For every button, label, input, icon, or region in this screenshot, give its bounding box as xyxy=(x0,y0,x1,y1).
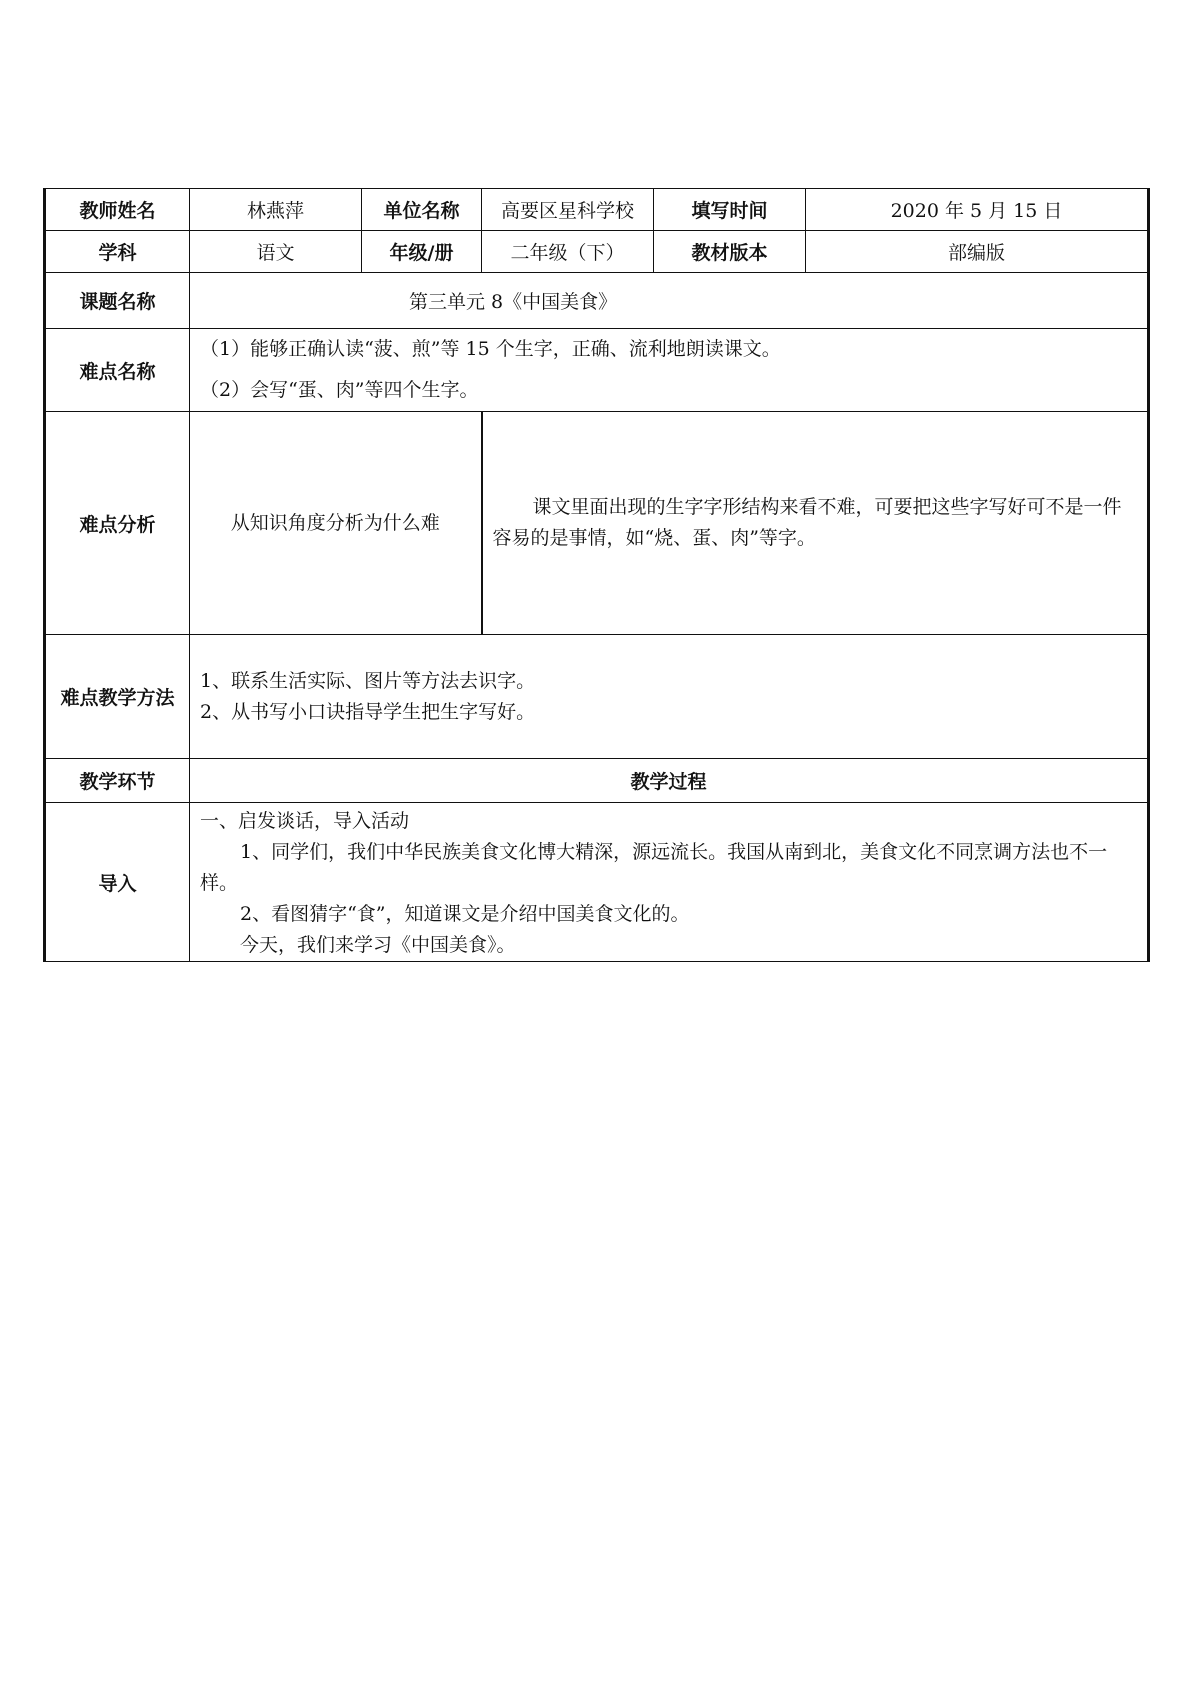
teacher-name-label: 教师姓名 xyxy=(45,189,190,231)
analysis-label: 难点分析 xyxy=(45,412,190,635)
difficulty-line-1: （1）能够正确认读“菠、煎”等 15 个生字，正确、流利地朗读课文。 xyxy=(200,338,781,360)
topic-label: 课题名称 xyxy=(45,273,190,329)
intro-line-1: 一、启发谈话，导入活动 xyxy=(200,810,410,832)
intro-row xyxy=(45,803,1149,962)
edition-value: 部编版 xyxy=(806,231,1149,273)
header-row-2 xyxy=(45,231,1149,273)
analysis-row xyxy=(45,412,1149,635)
intro-line-4: 今天，我们来学习《中国美食》。 xyxy=(240,934,516,956)
grade-label: 年级/册 xyxy=(362,231,482,273)
lesson-plan-table xyxy=(43,188,1150,962)
intro-content xyxy=(190,803,1149,962)
method-label: 难点教学方法 xyxy=(45,635,190,759)
intro-line-2: 1、同学们，我们中华民族美食文化博大精深，源远流长。我国从南到北，美食文化不同烹调方法也不一样。 xyxy=(200,841,1108,894)
step-header-label: 教学环节 xyxy=(45,759,190,803)
subject-value: 语文 xyxy=(190,231,362,273)
header-row-1 xyxy=(45,189,1149,231)
difficulty-label: 难点名称 xyxy=(45,329,190,412)
intro-label: 导入 xyxy=(45,803,190,962)
fill-time-label: 填写时间 xyxy=(654,189,806,231)
method-line-2: 2、从书写小口诀指导学生把生字写好。 xyxy=(200,700,536,723)
edition-label: 教材版本 xyxy=(654,231,806,273)
analysis-text: 课文里面出现的生字字形结构来看不难，可要把这些字写好可不是一件容易的是事情，如“烧、蛋、肉”等字。 xyxy=(482,412,1149,635)
process-header-row xyxy=(45,759,1149,803)
topic-row xyxy=(45,273,1149,329)
unit-name-value: 高要区星科学校 xyxy=(482,189,654,231)
fill-time-value: 2020 年 5 月 15 日 xyxy=(806,189,1149,231)
unit-name-label: 单位名称 xyxy=(362,189,482,231)
difficulty-content xyxy=(190,329,1149,412)
process-header-label: 教学过程 xyxy=(190,759,1149,803)
grade-value: 二年级（下） xyxy=(482,231,654,273)
method-line-1: 1、联系生活实际、图片等方法去识字。 xyxy=(200,669,536,692)
method-content xyxy=(190,635,1149,759)
intro-line-3: 2、看图猜字“食”，知道课文是介绍中国美食文化的。 xyxy=(240,903,690,925)
topic-value: 第三单元 8《中国美食》 xyxy=(190,273,1149,329)
method-row xyxy=(45,635,1149,759)
teacher-name-value: 林燕萍 xyxy=(190,189,362,231)
difficulty-row xyxy=(45,329,1149,412)
difficulty-line-2: （2）会写“蛋、肉”等四个生字。 xyxy=(200,379,479,401)
subject-label: 学科 xyxy=(45,231,190,273)
analysis-sub-label: 从知识角度分析为什么难 xyxy=(190,412,482,635)
